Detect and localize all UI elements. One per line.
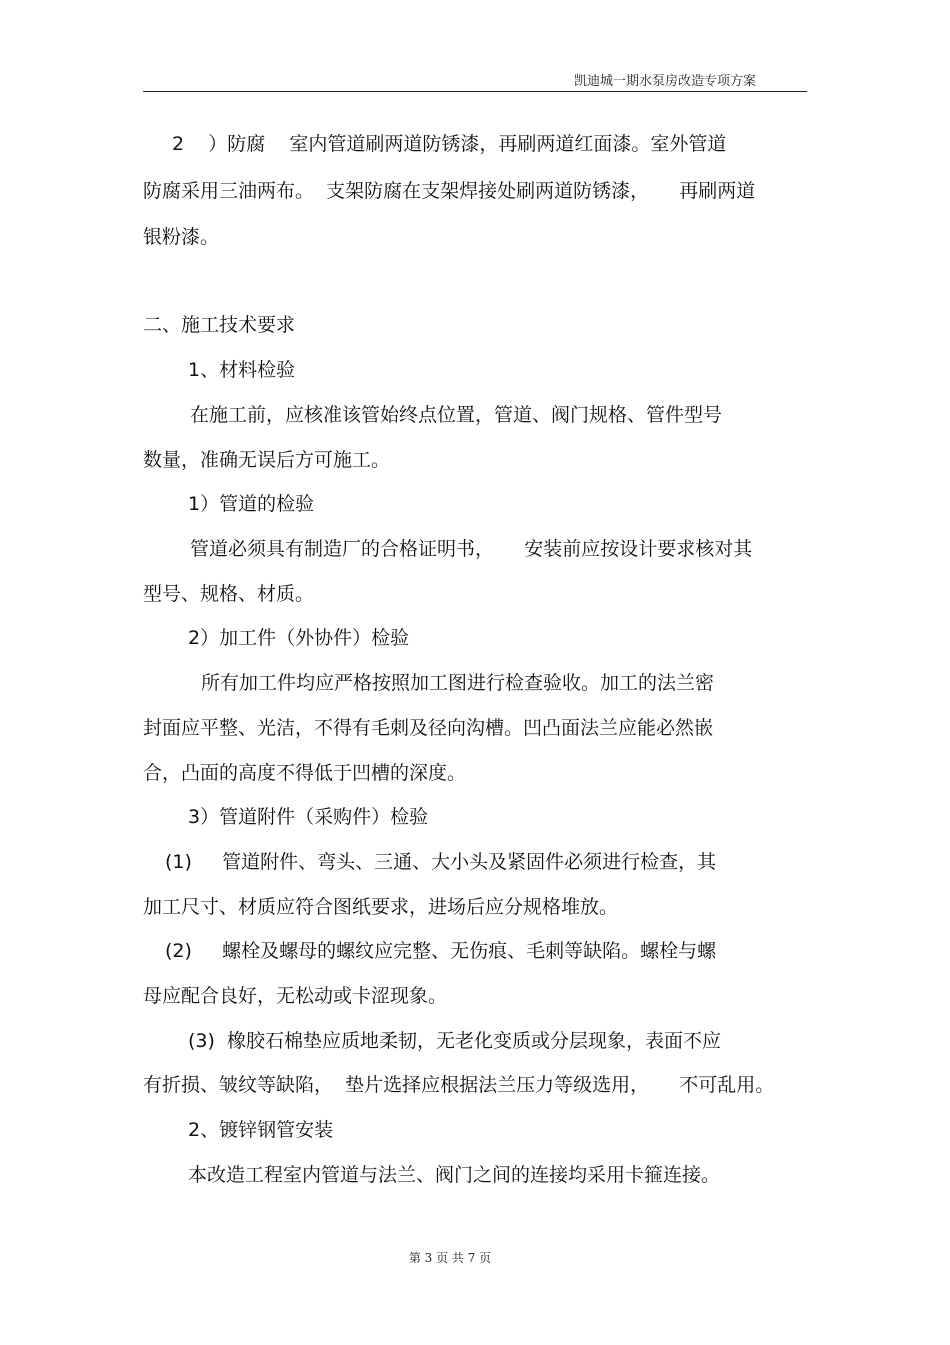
- text-line: 银粉漆。: [143, 226, 220, 248]
- text-line-anticorrosion: 2 ）防腐 室内管道刷两道防锈漆，再刷两道红面漆。室外管道: [172, 133, 727, 155]
- text-line: 有折损、皱纹等缺陷， 垫片选择应根据法兰压力等级选用， 不可乱用。: [143, 1074, 775, 1096]
- subsection-heading: 1、材料检验: [188, 359, 296, 381]
- text-line: 数量，准确无误后方可施工。: [143, 449, 391, 471]
- text-line: (1) 管道附件、弯头、三通、大小头及紧固件必须进行检查，其: [165, 851, 717, 873]
- text-line: 加工尺寸、材质应符合图纸要求，进场后应分规格堆放。: [143, 896, 619, 918]
- text-line: 封面应平整、光洁，不得有毛刺及径向沟槽。凹凸面法兰应能必然嵌: [143, 717, 714, 739]
- item-heading: 1）管道的检验: [188, 493, 315, 515]
- page-number-footer: 第 3 页 共 7 页: [408, 1251, 492, 1265]
- subsection-heading: 2、镀锌钢管安装: [188, 1119, 334, 1141]
- header-divider: [143, 91, 807, 92]
- text-line: (3) 橡胶石棉垫应质地柔韧，无老化变质或分层现象，表面不应: [188, 1030, 721, 1052]
- text-line: 所有加工件均应严格按照加工图进行检查验收。加工的法兰密: [201, 672, 715, 694]
- item-heading: 2）加工件（外协件）检验: [188, 627, 410, 649]
- text-line: 合，凸面的高度不得低于凹槽的深度。: [143, 762, 467, 784]
- page-header-title: 凯迪城一期水泵房改造专项方案: [573, 74, 756, 89]
- text-line: (2) 螺栓及螺母的螺纹应完整、无伤痕、毛刺等缺陷。螺栓与螺: [165, 940, 717, 962]
- text-line: 母应配合良好，无松动或卡涩现象。: [143, 985, 448, 1007]
- text-line: 型号、规格、材质。: [143, 583, 315, 605]
- text-line: 本改造工程室内管道与法兰、阀门之间的连接均采用卡箍连接。: [188, 1164, 721, 1186]
- section-heading: 二、施工技术要求: [143, 314, 296, 336]
- item-heading: 3）管道附件（采购件）检验: [188, 806, 429, 828]
- text-line: 防腐采用三油两布。 支架防腐在支架焊接处刷两道防锈漆， 再刷两道: [143, 180, 756, 202]
- text-line: 管道必须具有制造厂的合格证明书， 安装前应按设计要求核对其: [190, 538, 753, 560]
- text-line: 在施工前，应核准该管始终点位置，管道、阀门规格、管件型号: [190, 404, 723, 426]
